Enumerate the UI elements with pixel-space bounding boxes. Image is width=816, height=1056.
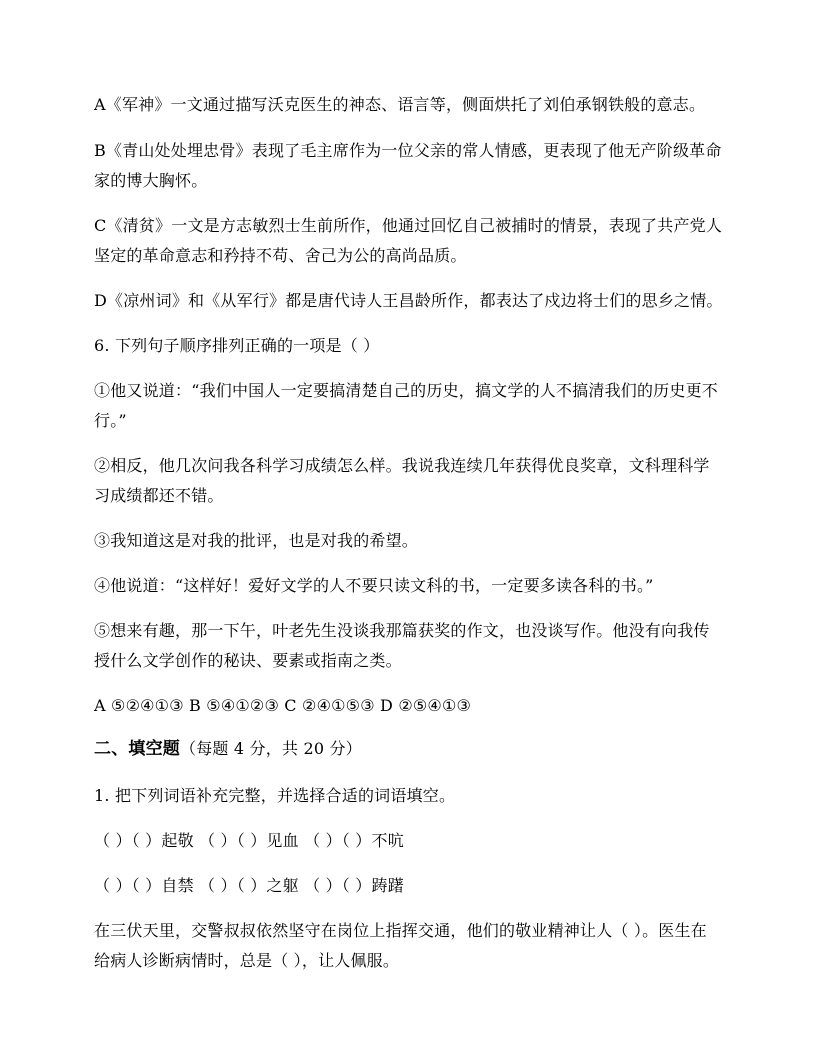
option-b-line-1: B《青山处处埋忠骨》表现了毛主席作为一位父亲的常人情感，更表现了他无产阶级革命	[94, 141, 722, 160]
idiom-row-2: （ ）（ ）自禁 （ ）（ ）之躯 （ ）（ ）踌躇	[94, 876, 404, 895]
fill-sentence-line-1: 在三伏天里，交警叔叔依然坚守在岗位上指挥交通，他们的敬业精神让人（ ）。医生在	[94, 921, 707, 940]
sentence-5-line-2: 授什么文学创作的秘诀、要素或指南之类。	[94, 651, 402, 670]
fill-sentence-line-2: 给病人诊断病情时，总是（ ），让人佩服。	[94, 951, 400, 970]
idiom-row-1: （ ）（ ）起敬 （ ）（ ）见血 （ ）（ ）不吭	[94, 831, 404, 850]
section-2-title: 二、填空题	[94, 739, 180, 759]
option-d-line: D《凉州词》和《从军行》都是唐代诗人王昌龄所作，都表达了戍边将士们的思乡之情。	[94, 291, 723, 310]
option-c-line-1: C《清贫》一文是方志敏烈士生前所作，他通过回忆自己被捕时的情景，表现了共产党人	[94, 216, 723, 235]
sentence-3: ③我知道这是对我的批评，也是对我的希望。	[94, 531, 419, 550]
section-2-heading	[94, 732, 722, 766]
sentence-5-line-1: ⑤想来有趣，那一下午，叶老先生没谈我那篇获奖的作文，也没谈写作。他没有向我传	[94, 621, 710, 640]
option-a-line: A《军神》一文通过描写沃克医生的神态、语言等，侧面烘托了刘伯承钢铁般的意志。	[94, 95, 706, 114]
sentence-1-line-2: 行。”	[94, 411, 127, 430]
question-6-stem: 6. 下列句子顺序排列正确的一项是（ ）	[94, 336, 380, 355]
option-b-line-2: 家的博大胸怀。	[94, 171, 208, 190]
sentence-2-line-1: ②相反，他几次问我各科学习成绩怎么样。我说我连续几年获得优良奖章，文科理科学	[94, 456, 710, 475]
section-2-score-note: （每题 4 分，共 20 分）	[180, 739, 362, 758]
sentence-1-line-1: ①他又说道：“我们中国人一定要搞清楚自己的历史，搞文学的人不搞清我们的历史更不	[94, 381, 718, 400]
option-c-line-2: 坚定的革命意志和矜持不苟、舍己为公的高尚品质。	[94, 246, 467, 265]
fill-question-1-stem: 1. 把下列词语补充完整，并选择合适的词语填空。	[94, 786, 456, 805]
sentence-2-line-2: 习成绩都还不错。	[94, 486, 224, 505]
question-6-options: A ⑤②④①③ B ⑤④①②③ C ②④①⑤③ D ②⑤④①③	[94, 696, 472, 715]
sentence-4: ④他说道：“这样好！爱好文学的人不要只读文科的书，一定要多读各科的书。”	[94, 576, 654, 595]
